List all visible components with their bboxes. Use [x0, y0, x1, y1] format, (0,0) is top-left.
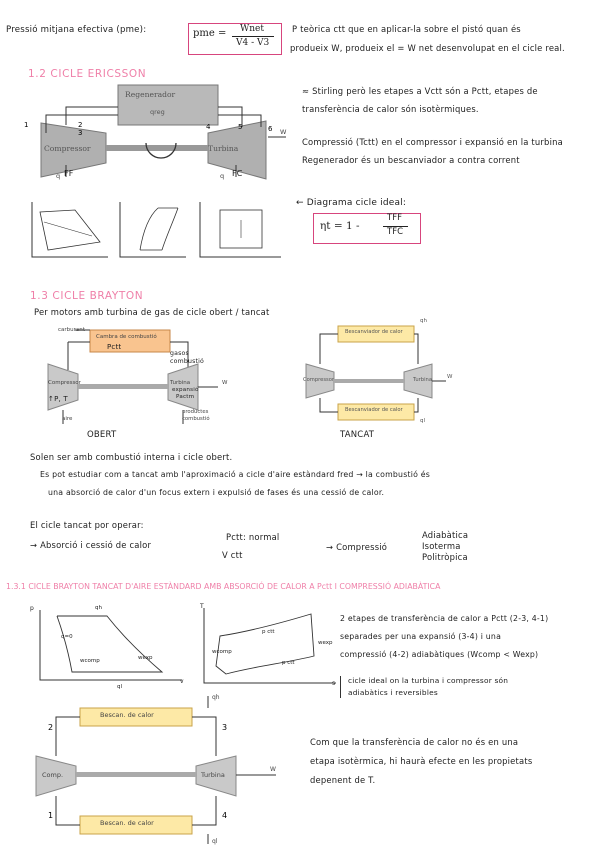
brayton-line-2: Es pot estudiar com a tancat amb l'aproximació a cicle d'aire estàndard fred → la combustió és: [40, 470, 430, 479]
section-1-3-title: 1.3 CICLE BRAYTON: [30, 290, 144, 302]
svg-text:1: 1: [24, 121, 29, 129]
pme-denominator: V4 - V3: [236, 38, 270, 48]
ericsson-note-1: ≈ Stirling però les etapes a Vctt són a Pctt, etapes de: [302, 86, 538, 96]
ericsson-qreg-label: qreg: [150, 108, 165, 116]
brayton-line-3: una absorció de calor d'un focus extern i expulsió de fases és una cessió de calor.: [48, 488, 385, 497]
closed-ql-label: ql: [420, 418, 426, 424]
section-1-2-title: 1.2 CICLE ERICSSON: [28, 68, 147, 80]
brayton-line-5g: Politròpica: [422, 552, 468, 562]
pme-text-2: produeix W, produeix el = W net desenvolupat en el cicle real.: [290, 43, 565, 53]
ericsson-compressor-label: Compressor: [44, 144, 91, 153]
ericsson-w-label: W: [280, 128, 287, 136]
ericsson-ff-label: FF: [64, 169, 74, 178]
ericsson-schematic: [6, 85, 286, 200]
ericsson-eff-num: TFF: [387, 213, 402, 223]
closed-turbine-label: Turbina: [413, 377, 433, 383]
s131-brace: [340, 676, 341, 698]
closed-hot-exchanger-label: Bescanviador de calor: [345, 329, 403, 335]
ericsson-ts-diagram: [118, 202, 188, 262]
ericsson-regenerator-label: Regenerador: [125, 90, 176, 99]
s131-w: W: [270, 766, 276, 773]
pv-q0: q=0: [61, 634, 73, 640]
pv-ql: ql: [117, 684, 123, 690]
brayton-closed-schematic: [296, 320, 446, 430]
brayton-line-1: Solen ser amb combustió interna i cicle obert.: [30, 452, 233, 462]
brayton-line-5b: Pctt: normal: [226, 532, 280, 542]
ts-p-upper: p ctt: [262, 629, 275, 635]
svg-text:1: 1: [48, 811, 54, 820]
s131-ql: ql: [212, 838, 218, 845]
closed-qh-label: qh: [420, 318, 427, 324]
pme-lhs: pme =: [193, 28, 227, 39]
s131-hot-exchanger: Bescan. de calor: [100, 711, 154, 719]
svg-text:4: 4: [206, 123, 211, 131]
s131-note-4: cicle ideal on la turbina i compressor són: [348, 676, 509, 685]
closed-w-label: W: [447, 374, 453, 380]
svg-text:3: 3: [78, 129, 83, 137]
ericsson-hs-diagram: [198, 202, 283, 262]
section-1-3-1-title: 1.3.1 CICLE BRAYTON TANCAT D'AIRE ESTÀNDARD AMB ABSORCIÓ DE CALOR A Pctt I COMPRESSIÓ ADIABÀTICA: [6, 582, 441, 591]
ericsson-pv-diagram: [30, 202, 110, 262]
ericsson-turbine-label: Turbina: [208, 144, 239, 153]
ericsson-eff-den: TFC: [387, 227, 404, 237]
ericsson-q-left: q: [56, 172, 61, 180]
s131-note-1: 2 etapes de transferència de calor a Pctt (2-3, 4-1): [340, 614, 549, 623]
closed-cold-exchanger-label: Bescanviador de calor: [345, 407, 403, 413]
ts-wexp: wexp: [318, 640, 333, 646]
ericsson-q-right: q: [220, 172, 225, 180]
open-pt-label: ↑P, T: [48, 395, 68, 403]
closed-caption: TANCAT: [340, 430, 375, 440]
open-fuel-label: carburant: [58, 327, 85, 333]
open-w-label: W: [222, 380, 228, 386]
pv-wcomp: wcomp: [80, 658, 100, 664]
open-products-label: productes combustió: [182, 409, 210, 422]
open-patm-label: Pactm: [176, 394, 195, 400]
s131-note-5: adiabàtics i reversibles: [348, 688, 438, 697]
pv-qh: qh: [95, 605, 102, 611]
s131-comp-label: Comp.: [42, 771, 64, 779]
ericsson-note-2: transferència de calor són isotèrmiques.: [302, 104, 479, 114]
ts-s-axis: s: [332, 680, 336, 687]
ericsson-note-3: Compressió (Tctt) en el compressor i expansió en la turbina: [302, 137, 563, 147]
s131-note-7: etapa isotèrmica, hi haurà efecte en les propietats: [310, 756, 533, 766]
open-expansion-label: expansió: [172, 387, 199, 393]
pv-v-axis: v: [180, 678, 184, 685]
brayton-line-5d: → Compressió: [326, 542, 388, 552]
pme-label: Pressió mitjana efectiva (pme):: [6, 25, 147, 35]
ericsson-note-4: Regenerador és un bescanviador a contra corrent: [302, 155, 520, 165]
open-caption: OBERT: [87, 430, 117, 440]
svg-text:2: 2: [78, 121, 83, 129]
brayton-line-4: El cicle tancat por operar:: [30, 520, 144, 530]
s131-qh: qh: [212, 694, 220, 701]
s131-note-6: Com que la transferència de calor no és en una: [310, 737, 519, 747]
ts-t-axis: T: [200, 603, 204, 610]
svg-text:4: 4: [222, 811, 228, 820]
open-pctt-label: Pctt: [107, 343, 122, 351]
open-chamber-label: Cambra de combustió: [96, 334, 157, 340]
s131-cold-exchanger: Bescan. de calor: [100, 819, 154, 827]
ericsson-fc-label: FC: [232, 169, 243, 178]
pv-p-axis: p: [30, 605, 34, 612]
brayton-line-5c: V ctt: [222, 550, 243, 560]
brayton-line-5a: → Absorció i cessió de calor: [30, 540, 152, 550]
svg-text:3: 3: [222, 723, 228, 732]
brayton-line-5e: Adiabàtica: [422, 530, 469, 540]
ts-wcomp: wcomp: [212, 649, 232, 655]
svg-text:5: 5: [238, 123, 243, 131]
pv-wexp: wexp: [138, 655, 153, 661]
brayton-pv-diagram: [32, 610, 182, 685]
brayton-line-5f: Isoterma: [422, 541, 461, 551]
closed-compressor-label: Compressor: [303, 377, 335, 383]
open-air-label: aire: [62, 416, 73, 422]
s131-note-8: depenent de T.: [310, 775, 376, 785]
open-gases-label: gasos combustió: [170, 350, 205, 365]
ts-p-lower: p ctt: [282, 660, 295, 666]
open-compressor-label: Compressor: [48, 380, 81, 386]
open-turbine-label: Turbina: [170, 380, 191, 386]
s131-turbine-label: Turbina: [201, 771, 225, 779]
svg-text:2: 2: [48, 723, 54, 732]
ericsson-diagram-label: ← Diagrama cicle ideal:: [296, 198, 407, 208]
pme-fraction-bar: [232, 36, 274, 37]
brayton-intro: Per motors amb turbina de gas de cicle obert / tancat: [34, 307, 270, 317]
s131-note-2: separades per una expansió (3-4) i una: [340, 632, 502, 641]
s131-note-3: compressió (4-2) adiabàtiques (Wcomp < Wexp): [340, 650, 539, 659]
ericsson-eff-lhs: ηt = 1 -: [320, 220, 360, 232]
pme-numerator: Wnet: [240, 24, 264, 34]
svg-text:6: 6: [268, 125, 273, 133]
pme-text-1: P teòrica ctt que en aplicar-la sobre el pistó quan és: [292, 24, 521, 34]
brayton-ts-diagram: [196, 608, 336, 688]
